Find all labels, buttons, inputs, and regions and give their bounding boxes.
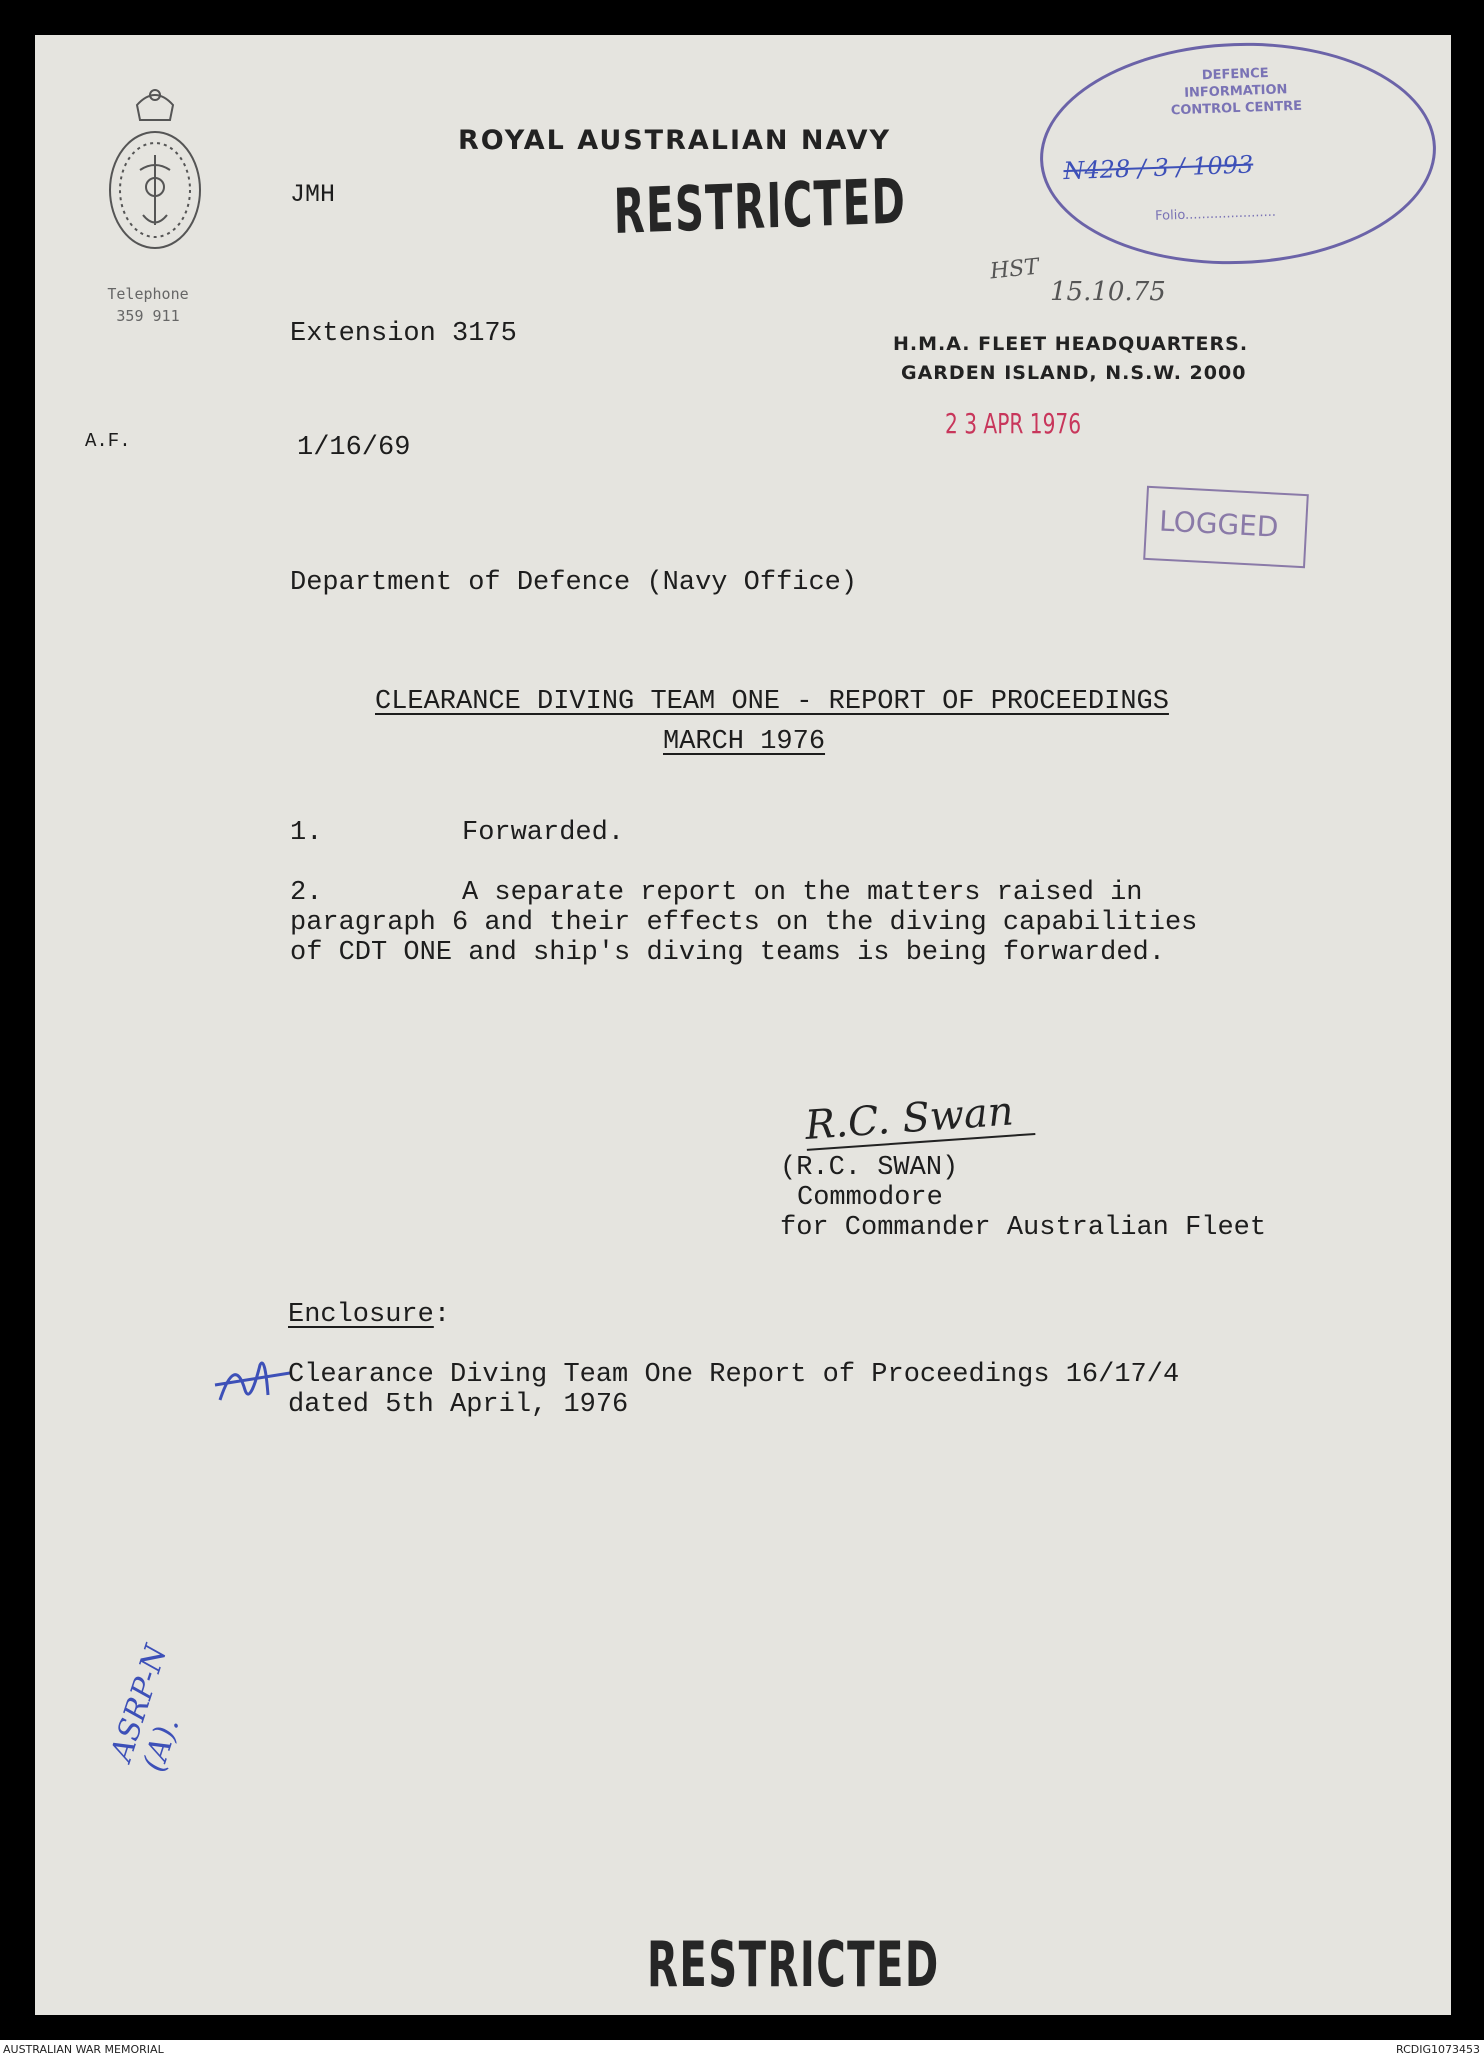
paragraph-2-line-2: paragraph 6 and their effects on the diving capabilities: [290, 908, 1198, 938]
handwritten-annotation: ASRP-N (A).: [104, 1640, 187, 1777]
paragraph-2-line-3: of CDT ONE and ship's diving teams is being forwarded.: [290, 938, 1165, 968]
signatory-role: for Commander Australian Fleet: [780, 1213, 1267, 1243]
classification-top: RESTRICTED: [613, 164, 907, 248]
handwritten-initials: HST: [988, 254, 1041, 285]
telephone-block: [93, 285, 203, 325]
registry-line-2: INFORMATION: [1183, 82, 1288, 101]
footer-bar: [0, 2040, 1484, 2061]
enclosure-heading-row: Enclosure:: [288, 1300, 451, 1330]
registry-folio: Folio......................: [1154, 204, 1277, 224]
addressee: Department of Defence (Navy Office): [290, 568, 858, 598]
organisation-heading: ROYAL AUSTRALIAN NAVY: [458, 125, 892, 156]
enclosure-heading: Enclosure: [288, 1300, 434, 1330]
logged-stamp-text: LOGGED: [1158, 504, 1280, 544]
paragraph-1-text: Forwarded.: [462, 818, 625, 848]
file-reference: 1/16/69: [297, 433, 411, 463]
paragraph-2-number: 2.: [290, 878, 323, 908]
signatory-rank: Commodore: [797, 1183, 943, 1213]
registry-stamp: [1036, 36, 1439, 271]
pen-mark-icon: [210, 1345, 300, 1420]
classification-bottom: RESTRICTED: [647, 1928, 940, 2001]
extension: Extension 3175: [290, 319, 517, 349]
signatory-name: (R.C. SWAN): [780, 1153, 959, 1183]
address-line-2: GARDEN ISLAND, N.S.W. 2000: [901, 362, 1247, 384]
paragraph-2-line-1: A separate report on the matters raised in: [462, 878, 1143, 908]
footer-source: AUSTRALIAN WAR MEMORIAL: [3, 2043, 164, 2056]
handwritten-signature: R.C. Swan: [804, 1087, 1035, 1151]
registry-stamp-text: [1040, 59, 1432, 124]
subject-line-2: MARCH 1976: [663, 727, 826, 757]
footer-id: RCDIG1073453: [1395, 2043, 1480, 2056]
address-line-1: H.M.A. FLEET HEADQUARTERS.: [893, 333, 1249, 355]
handwritten-date: 15.10.75: [1050, 277, 1166, 307]
navy-crest-icon: [95, 75, 215, 260]
registry-line-3: CONTROL CENTRE: [1170, 98, 1303, 119]
telephone-number: 359 911: [116, 307, 180, 325]
received-date-stamp: 2 3 APR 1976: [945, 407, 1082, 440]
registry-line-1: DEFENCE: [1201, 65, 1269, 84]
paragraph-1-number: 1.: [290, 818, 323, 848]
document-page: [35, 35, 1451, 2015]
initials: JMH: [290, 180, 336, 209]
ref-label: A.F.: [85, 430, 131, 452]
registry-handwritten-number: N428 / 3 / 1093: [1063, 150, 1254, 186]
enclosure-line-2: dated 5th April, 1976: [288, 1390, 629, 1420]
logged-stamp: [1143, 486, 1309, 568]
telephone-label: Telephone: [107, 285, 189, 303]
subject-line-1: CLEARANCE DIVING TEAM ONE - REPORT OF PROCEEDINGS: [375, 687, 1169, 717]
enclosure-line-1: Clearance Diving Team One Report of Proceedings 16/17/4: [288, 1360, 1180, 1390]
